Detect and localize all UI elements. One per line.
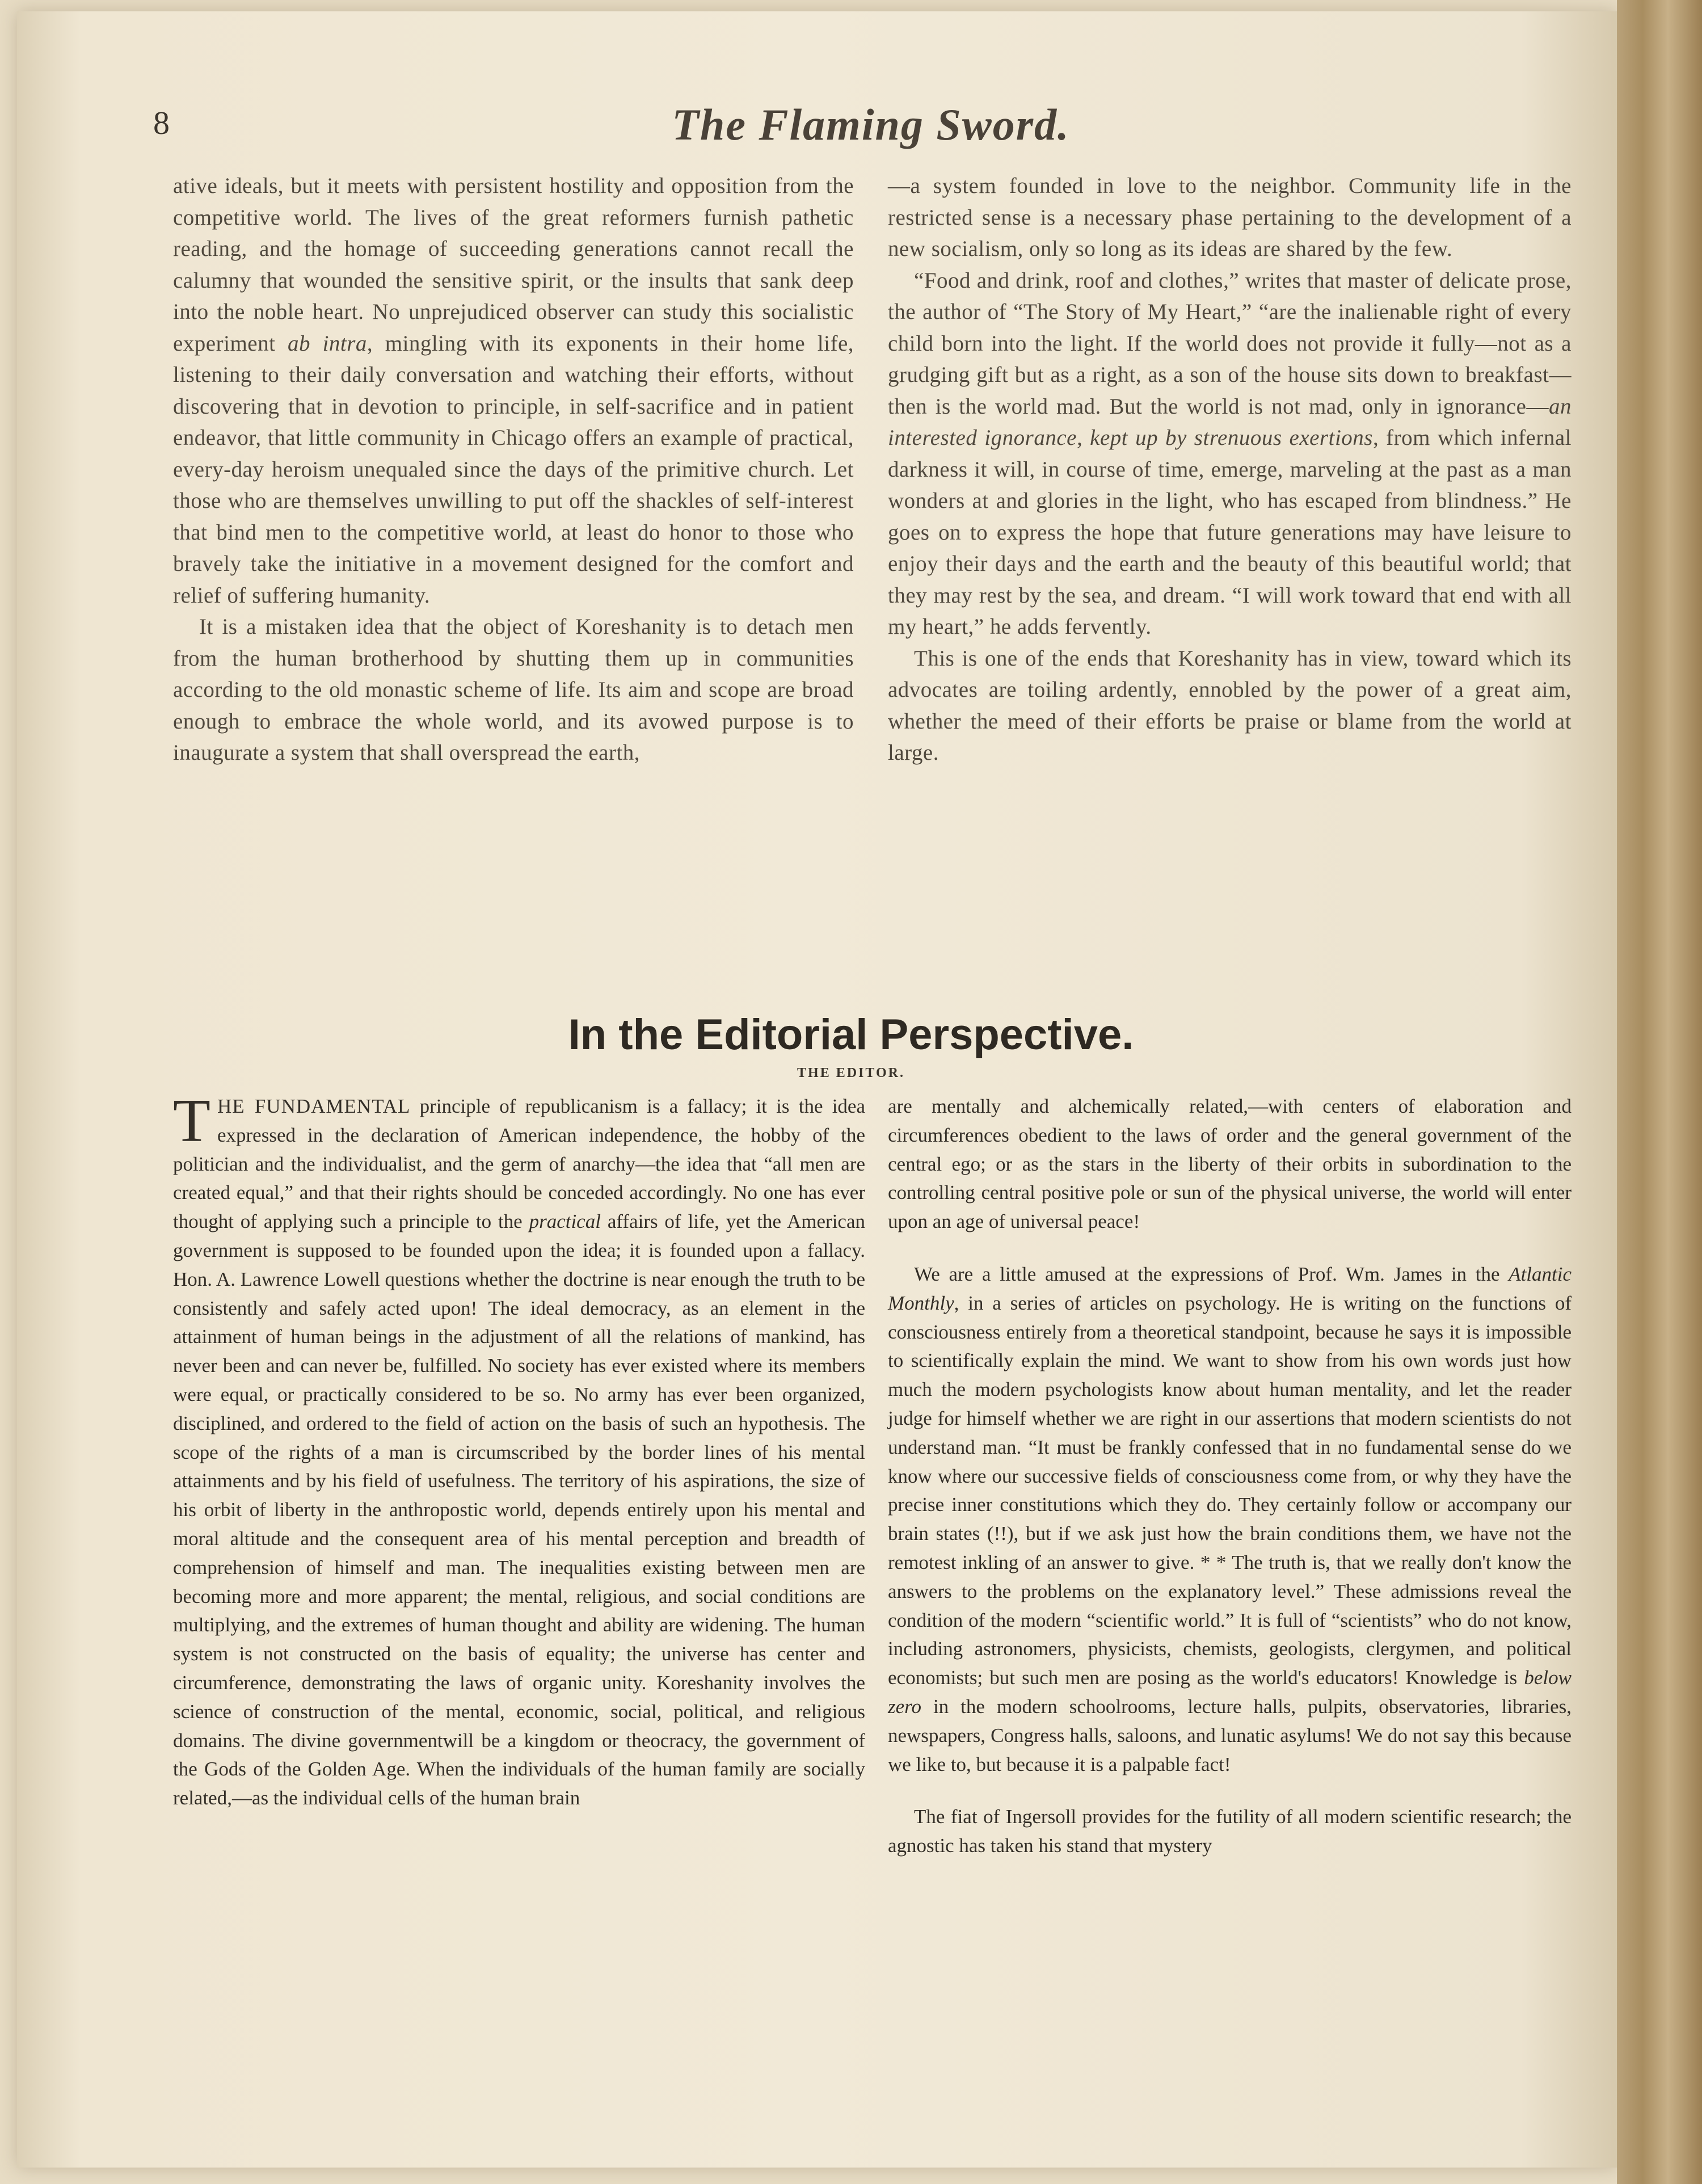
- paragraph: THE FUNDAMENTAL principle of republicanism is a fallacy; it is the idea expressed in the declaration of American independence, the hobby of the politician and the individualist, and the germ of anarchy—the idea that “all men are created equal,” and that their rights should be conceded accordingly. No one has ever thought of applying such a principle to the practical affairs of life, yet the American government is supposed to be founded upon the idea; it is founded upon a fallacy. Hon. A. Lawrence Lowell questions whether the doctrine is near enough the truth to be consistently and safely acted upon! The ideal democracy, as an element in the attainment of human beings in the adjustment of all the relations of mankind, has never been and can never be, fulfilled. No society has ever existed where its members were equal, or practically considered to be so. No army has ever been organized, disciplined, and ordered to the field of action on the basis of such an hypothesis. The scope of the rights of a man is circumscribed by the border lines of his mental attainments and by his field of usefulness. The territory of his aspirations, the size of his orbit of liberty in the anthropostic world, depends entirely upon his mental and moral altitude and the consequent area of his mental perception and breadth of comprehension of himself and man. The inequalities existing between men are becoming more and more apparent; the mental, religious, and social conditions are multiplying, and the extremes of human thought and ability are widening. The human system is not constructed on the basis of equality; the universe has center and circumference, demonstrating the laws of organic unity. Koreshanity involves the science of construction of the mental, economic, social, political, and religious domains. The divine governmentwill be a kingdom or theocracy, the government of the Gods of the Golden Age. When the individuals of the human family are socially related,—as the individual cells of the human brain: [173, 1087, 865, 1810]
- book-spine: [1617, 0, 1702, 2184]
- byline: THE EDITOR.: [797, 1066, 905, 1080]
- drop-cap: T: [173, 1087, 210, 1155]
- top-right-column: [888, 170, 1572, 769]
- bottom-right-column: [888, 1092, 1572, 1861]
- page-header: [153, 99, 1589, 156]
- bottom-left-column: [173, 1087, 865, 1813]
- section-title: In the Editorial Perspective.: [568, 1011, 1134, 1059]
- paragraph: “Food and drink, roof and clothes,” writes that master of delicate prose, the author of “The Story of My Heart,” “are the inalienable right of every child born into the light. If the world does not provide it fully—not as a grudging gift but as a right, as a son of the house sits down to breakfast—then is the world mad. But the world is not mad, only in ignorance—an interested ignorance, kept up by strenuous exertions, from which infernal darkness it will, in course of time, emerge, marveling at the past as a man wonders at and glories in the light, who has escaped from blindness.” He goes on to express the hope that future generations may have leisure to enjoy their days and the earth and the beauty of this beautiful world; that they may rest by the sea, and dream. “I will work toward that end with all my heart,” he adds fervently.: [888, 268, 1572, 639]
- paragraph: It is a mistaken idea that the object of Koreshanity is to detach men from the human brotherhood by shutting them up in communities according to the old monastic scheme of life. Its aim and scope are broad enough to embrace the whole world, and its avowed purpose is to inaugurate a system that shall overspread the earth,: [173, 615, 854, 765]
- paragraph: —a system founded in love to the neighbor. Community life in the restricted sense is a necessary phase pertaining to the development of a new socialism, only so long as its ideas are shared by the few.: [888, 174, 1572, 261]
- paragraph: ative ideals, but it meets with persistent hostility and opposition from the competitive world. The lives of the great reformers furnish pathetic reading, and the homage of succeeding generations cannot recall the calumny that wounded the sensitive spirit, or the insults that sank deep into the noble heart. No unprejudiced observer can study this socialistic experiment ab intra, mingling with its exponents in their home life, listening to their daily conversation and watching their efforts, without discovering that in devotion to principle, in self-sacrifice and in patient endeavor, that little community in Chicago offers an example of practical, every-day heroism unequaled since the days of the primitive church. Let those who are themselves unwilling to put off the shackles of self-interest that bind men to the competitive world, at least do honor to those who bravely take the initiative in a movement designed for the comfort and relief of suffering humanity.: [173, 174, 854, 608]
- page-number: 8: [153, 104, 170, 141]
- top-left-column: [173, 170, 854, 769]
- paragraph: are mentally and alchemically related,—with centers of elaboration and circumferences obedient to the laws of order and the general government of the central ego; or as the stars in the liberty of their orbits in subordination to the controlling central positive pole or sun of the physical universe, the world will enter upon an age of universal peace!: [888, 1095, 1572, 1233]
- paragraph: We are a little amused at the expressions of Prof. Wm. James in the Atlantic Monthly, in a series of articles on psychology. He is writing on the functions of consciousness entirely from a theoretical standpoint, because he says it is impossible to scientifically explain the mind. We want to show from his own words just how much the modern psychologists know about human mentality, and let the reader judge for himself whether we are right in our assertions that modern scientists do not understand man. “It must be frankly confessed that in no fundamental sense do we know where our successive fields of consciousness come from, or why they have the precise inner constitutions which they do. They certainly follow or accompany our brain states (!!), but if we ask just how the brain conditions them, we have not the remotest inkling of an answer to give. * * The truth is, that we really don't know the answers to the problems on the explanatory level.” These admissions reveal the condition of the modern “scientific world.” It is full of “scientists” who do not know, including astronomers, physicists, chemists, geologists, clergymen, and political economists; but such men are posing as the world's educators! Knowledge is below zero in the modern schoolrooms, lecture halls, pulpits, observatories, libraries, newspapers, Congress halls, saloons, and lunatic asylums! We do not say this because we like to, but because it is a palpable fact!: [888, 1263, 1572, 1775]
- paragraph: This is one of the ends that Koreshanity has in view, toward which its advocates are toiling ardently, ennobled by the power of a great aim, whether the meed of their efforts be praise or blame from the world at large.: [888, 646, 1572, 765]
- journal-title: The Flaming Sword.: [672, 100, 1070, 149]
- paragraph: The fiat of Ingersoll provides for the futility of all modern scientific research; the agnostic has taken his stand that mystery: [888, 1806, 1572, 1857]
